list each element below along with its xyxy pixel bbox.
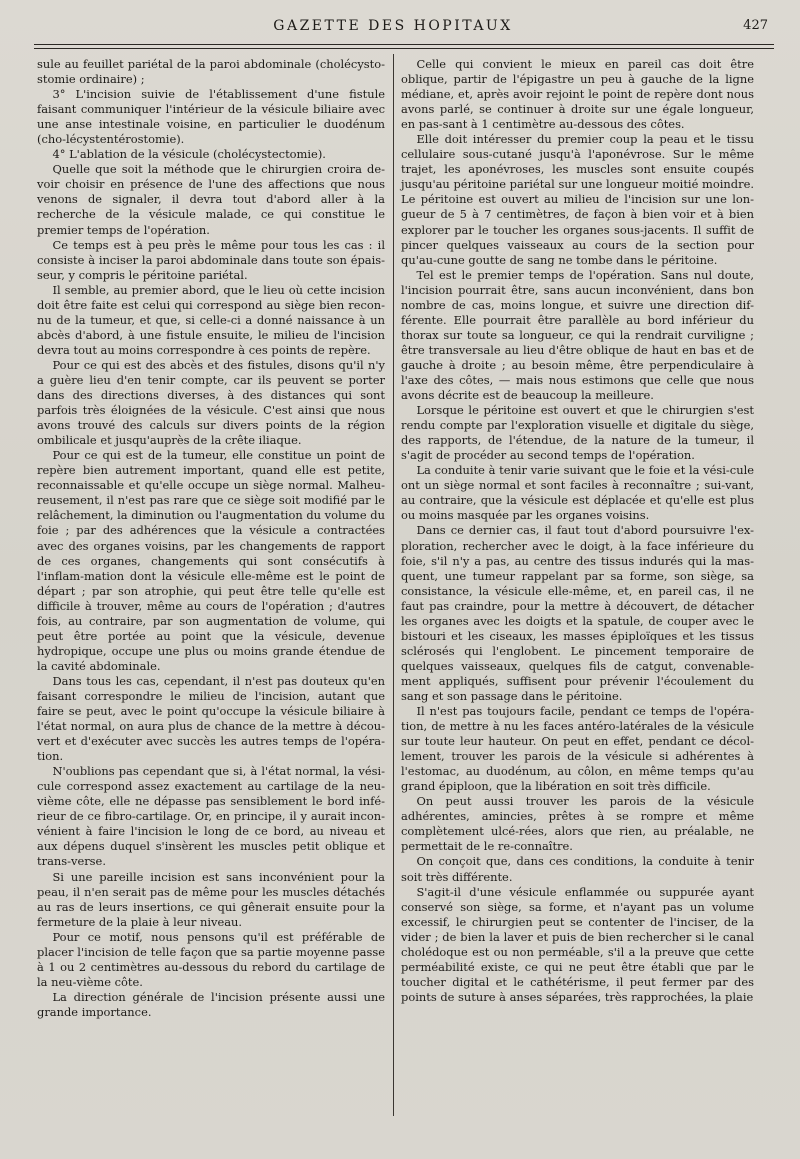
paragraph: On peut aussi trouver les parois de la vésicule adhérentes, amincies, prêtes à se rompre et même complètement ulcé-rées, alors que rien, au préalable, ne permettait de le re-connaître. xyxy=(401,794,754,854)
paragraph: On conçoit que, dans ces conditions, la conduite à tenir soit très différente. xyxy=(401,854,754,884)
paragraph: Dans tous les cas, cependant, il n'est pas douteux qu'en faisant correspondre le milieu de l'incision, autant que faire se peut, avec le point qu'occupe la vésicule biliaire à l'état normal, on aura plus de chance de la mettre à décou-vert et d'exécuter avec succès les autres temps de l'opéra-tion. xyxy=(37,673,385,764)
paragraph: Lorsque le péritoine est ouvert et que le chirurgien s'est rendu compte par l'exploration visuelle et digitale du siège, des rapports, de l'étendue, de la nature de la tumeur, il s'agit de procéder au second temps de l'opération. xyxy=(401,403,754,463)
paragraph: Celle qui convient le mieux en pareil cas doit être oblique, partir de l'épigastre un peu à gauche de la ligne médiane, et, après avoir rejoint le point de repère dont nous avons parlé, se continuer à droite sur une égale longueur, en pas-sant à 1 centimètre au-dessous des côtes. xyxy=(401,57,754,132)
paragraph: Dans ce dernier cas, il faut tout d'abord poursuivre l'ex-ploration, rechercher avec le doigt, à la face inférieure du foie, s'il n'y a pas, au centre des tissus indurés qui la mas-quent, une tumeur rappelant par sa forme, son siège, sa consistance, la vésicule elle-même, et, en pareil cas, il ne faut pas craindre, pour la mettre à découvert, de détacher les organes avec les doigts et la spatule, de couper avec le bistouri et les ciseaux, les masses épiploïques et les tissus sclérosés qui l'englobent. Le pincement temporaire de quelques vaisseaux, quelques fils de catgut, convenable-ment appliqués, suffisent pour prévenir l'écoulement du sang et son passage dans le péritoine. xyxy=(401,523,754,703)
journal-title: GAZETTE DES HOPITAUX xyxy=(273,18,513,34)
paragraph: Il n'est pas toujours facile, pendant ce temps de l'opéra-tion, de mettre à nu les faces antéro-latérales de la vésicule sur toute leur hauteur. On peut en effet, pendant ce décol-lement, trouver les parois de la vésicule si adhérentes à l'estomac, au duodénum, au côlon, en même temps qu'au grand épiploon, que la libération en soit très difficile. xyxy=(401,704,754,794)
paragraph: La direction générale de l'incision présente aussi une grande importance. xyxy=(37,989,385,1019)
header-rule-top xyxy=(34,44,774,45)
paragraph: Il semble, au premier abord, que le lieu où cette incision doit être faite est celui qui correspond au siège bien recon-nu de la tumeur, et que, si celle-ci a donné naissance à un abcès d'abord, à une fistule ensuite, le milieu de l'incision devra tout au moins correspondre à ces points de repère. xyxy=(37,282,385,357)
header-rule-bottom xyxy=(34,48,774,49)
right-column xyxy=(401,57,754,1005)
paragraph: Quelle que soit la méthode que le chirurgien croira de-voir choisir en présence de l'une des affections que nous venons de signaler, il devra tout d'abord aller à la recherche de la vésicule malade, ce qui constitue le premier temps de l'opération. xyxy=(37,162,385,237)
column-divider xyxy=(393,54,394,1116)
paragraph: Pour ce qui est des abcès et des fistules, disons qu'il n'y a guère lieu d'en tenir compte, car ils peuvent se porter dans des directions diverses, à des distances qui sont parfois très éloignées de la vésicule. C'est ainsi que nous avons trouvé des calculs sur divers points de la région ombilicale et jusqu'auprès de la crête iliaque. xyxy=(37,357,385,448)
running-head xyxy=(18,16,768,38)
paragraph: 3° L'incision suivie de l'établissement d'une fistule faisant communiquer l'intérieur de la vésicule biliaire avec une anse intestinale voisine, en particulier le duodénum (cho-lécystentérostomie). xyxy=(37,87,385,147)
paragraph: La conduite à tenir varie suivant que le foie et la vési-cule ont un siège normal et sont faciles à reconnaître ; sui-vant, au contraire, que la vésicule est déplacée et qu'elle est plus ou moins masquée par les organes voisins. xyxy=(401,463,754,523)
paragraph: Pour ce qui est de la tumeur, elle constitue un point de repère bien autrement important, quand elle est petite, reconnaissable et qu'elle occupe un siège normal. Malheu-reusement, il n'est pas rare que ce siège soit modifié par le relâchement, la diminution ou l'augmentation du volume du foie ; par des adhérences que la vésicule a contractées avec des organes voisins, par les changements de rapport de ces organes, changements qui sont consécutifs à l'inflam-mation dont la vésicule elle-même est le point de départ ; par son atrophie, qui peut être telle qu'elle est difficile à trouver, même au cours de l'opération ; d'autres fois, au contraire, par son augmentation de volume, qui peut être portée au point que la vésicule, devenue hydropique, occupe une plus ou moins grande étendue de la cavité abdominale. xyxy=(37,448,385,673)
paragraph: Pour ce motif, nous pensons qu'il est préférable de placer l'incision de telle façon que sa partie moyenne passe à 1 ou 2 centimètres au-dessous du rebord du cartilage de la neu-vième côte. xyxy=(37,929,385,989)
paragraph: 4° L'ablation de la vésicule (cholécystectomie). xyxy=(52,147,326,162)
paragraph: sule au feuillet pariétal de la paroi abdominale (cholécysto-stomie ordinaire) ; xyxy=(37,57,385,87)
paragraph: Elle doit intéresser du premier coup la peau et le tissu cellulaire sous-cutané jusqu'à l'aponévrose. Sur le même trajet, les aponévroses, les muscles sont ensuite coupés jusqu'au péritoine pariétal sur une longueur moitié moindre. Le péritoine est ouvert au milieu de l'incision sur une lon-gueur de 5 à 7 centimètres, de façon à bien voir et à bien explorer par le toucher les organes sous-jacents. Il suffit de pincer quelques vaisseaux au cours de la section pour qu'au-cune goutte de sang ne tombe dans le péritoine. xyxy=(401,132,754,267)
left-column xyxy=(37,57,385,1020)
paragraph: Tel est le premier temps de l'opération. Sans nul doute, l'incision pourrait être, sans aucun inconvénient, dans bon nombre de cas, moins longue, et suivre une direction dif-férente. Elle pourrait être parallèle au bord inférieur du thorax sur toute sa longueur, ce qui la rendrait curviligne ; être transversale au lieu d'être oblique de haut en bas et de gauche à droite ; au besoin même, être perpendiculaire à l'axe des côtes, — mais nous estimons que celle que nous avons décrite est de beaucoup la meilleure. xyxy=(401,267,754,403)
paragraph: S'agit-il d'une vésicule enflammée ou suppurée ayant conservé son siège, sa forme, et n'ayant pas un volume excessif, le chirurgien peut se contenter de l'inciser, de la vider ; de bien la laver et puis de bien rechercher si le canal cholédoque est ou non perméable, s'il a la preuve que cette perméabilité existe, ce qui ne peut être établi que par le toucher digital et le cathétérisme, il peut fermer par des points de suture à anses séparées, très rapprochées, la plaie xyxy=(401,884,754,1004)
paragraph: N'oublions pas cependant que si, à l'état normal, la vési-cule correspond assez exactement au cartilage de la neu-vième côte, elle ne dépasse pas sensiblement le bord infé-rieur de ce fibro-cartilage. Or, en principe, il y aurait incon-vénient à faire l'incision le long de ce bord, au niveau et aux dépens duquel s'insèrent les muscles petit oblique et trans-verse. xyxy=(37,764,385,869)
paragraph: Si une pareille incision est sans inconvénient pour la peau, il n'en serait pas de même pour les muscles détachés au ras de leurs insertions, ce qui gênerait ensuite pour la fermeture de la plaie à leur niveau. xyxy=(37,869,385,929)
page-number: 427 xyxy=(743,18,768,33)
paragraph: Ce temps est à peu près le même pour tous les cas : il consiste à inciser la paroi abdominale dans toute son épais-seur, y compris le péritoine pariétal. xyxy=(37,237,385,282)
